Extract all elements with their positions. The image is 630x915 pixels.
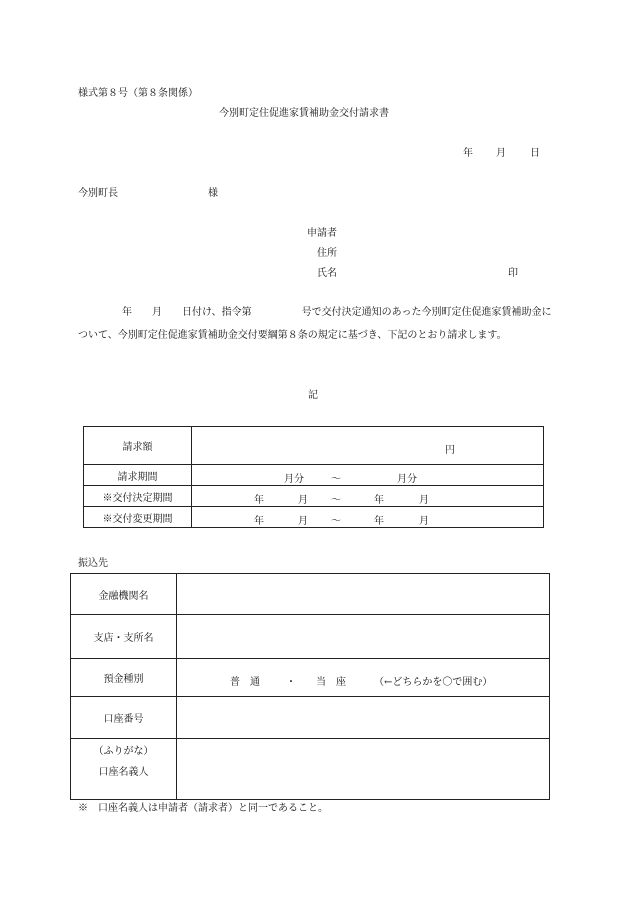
body-month: 月 <box>152 307 162 318</box>
bank-name-cell[interactable] <box>177 574 550 615</box>
change-label: ※交付変更期間 <box>84 507 192 528</box>
branch-cell[interactable] <box>177 615 550 659</box>
bank-table <box>70 573 550 800</box>
addressee-honorific: 様 <box>208 188 218 199</box>
deposit-touza[interactable]: 当 座 <box>316 677 346 688</box>
claim-row-period <box>84 465 544 486</box>
bank-row-deposit-type <box>71 659 550 697</box>
deposit-type-label: 預金種別 <box>71 659 177 697</box>
account-number-cell[interactable] <box>177 697 550 739</box>
furigana-label: （ふりがな） <box>93 746 154 757</box>
addressee-name: 今別町長 <box>78 188 118 199</box>
decision-month2: 月 <box>419 495 429 506</box>
decision-year2: 年 <box>374 495 384 506</box>
claim-table <box>83 426 544 528</box>
claim-row-change <box>84 507 544 528</box>
bank-row-branch <box>71 615 550 659</box>
document-title: 今別町定住促進家賃補助金交付請求書 <box>219 108 389 119</box>
circle-note: （←どちらかを〇で囲む） <box>374 677 493 688</box>
claim-row-decision <box>84 486 544 507</box>
deposit-type-cell[interactable] <box>177 659 550 697</box>
applicant-name-label: 氏名 <box>317 268 337 279</box>
date-year: 年 <box>463 148 473 159</box>
form-number: 様式第８号（第８条関係） <box>78 88 198 99</box>
change-year1: 年 <box>254 516 264 527</box>
bank-row-holder <box>71 739 550 800</box>
period-label: 請求期間 <box>84 465 192 486</box>
account-number-label: 口座番号 <box>71 697 177 739</box>
body-rest: 号で交付決定通知のあった今別町定住促進家賃補助金について、今別町定住促進家賃補助金交付要綱第８条の規定に基づき、下記のとおり請求します。 <box>78 307 552 341</box>
holder-label-cell <box>71 739 177 800</box>
claim-row-amount <box>84 427 544 465</box>
applicant-heading: 申請者 <box>307 228 337 239</box>
body-mid: 日付け、指令第 <box>182 307 252 318</box>
bank-heading: 振込先 <box>78 558 108 569</box>
amount-cell[interactable] <box>192 427 544 465</box>
decision-month1: 月 <box>298 495 308 506</box>
change-tilde: ～ <box>331 516 341 527</box>
date-day: 日 <box>530 148 540 159</box>
bank-row-name <box>71 574 550 615</box>
bank-row-account-number <box>71 697 550 739</box>
period-month2: 月分 <box>397 474 417 485</box>
date-month: 月 <box>496 148 506 159</box>
amount-label: 請求額 <box>84 427 192 465</box>
decision-label: ※交付決定期間 <box>84 486 192 507</box>
applicant-address-label: 住所 <box>317 248 337 259</box>
change-year2: 年 <box>374 516 384 527</box>
deposit-futsu[interactable]: 普 通 <box>230 677 260 688</box>
change-month1: 月 <box>298 516 308 527</box>
period-month1: 月分 <box>284 474 304 485</box>
body-paragraph <box>78 301 554 347</box>
bank-name-label: 金融機関名 <box>71 574 177 615</box>
decision-cell[interactable] <box>192 486 544 507</box>
branch-label: 支店・支所名 <box>71 615 177 659</box>
change-month2: 月 <box>419 516 429 527</box>
body-year: 年 <box>122 307 132 318</box>
seal-mark: 印 <box>508 268 518 279</box>
footnote: ※ 口座名義人は申請者（請求者）と同一であること。 <box>78 803 328 814</box>
period-tilde: ～ <box>331 474 341 485</box>
amount-unit: 円 <box>445 445 455 456</box>
ki-mark: 記 <box>308 390 318 401</box>
holder-cell[interactable] <box>177 739 550 800</box>
decision-year1: 年 <box>254 495 264 506</box>
period-cell[interactable] <box>192 465 544 486</box>
deposit-dot: ・ <box>286 677 296 688</box>
holder-label: 口座名義人 <box>98 767 149 778</box>
change-cell[interactable] <box>192 507 544 528</box>
decision-tilde: ～ <box>331 495 341 506</box>
